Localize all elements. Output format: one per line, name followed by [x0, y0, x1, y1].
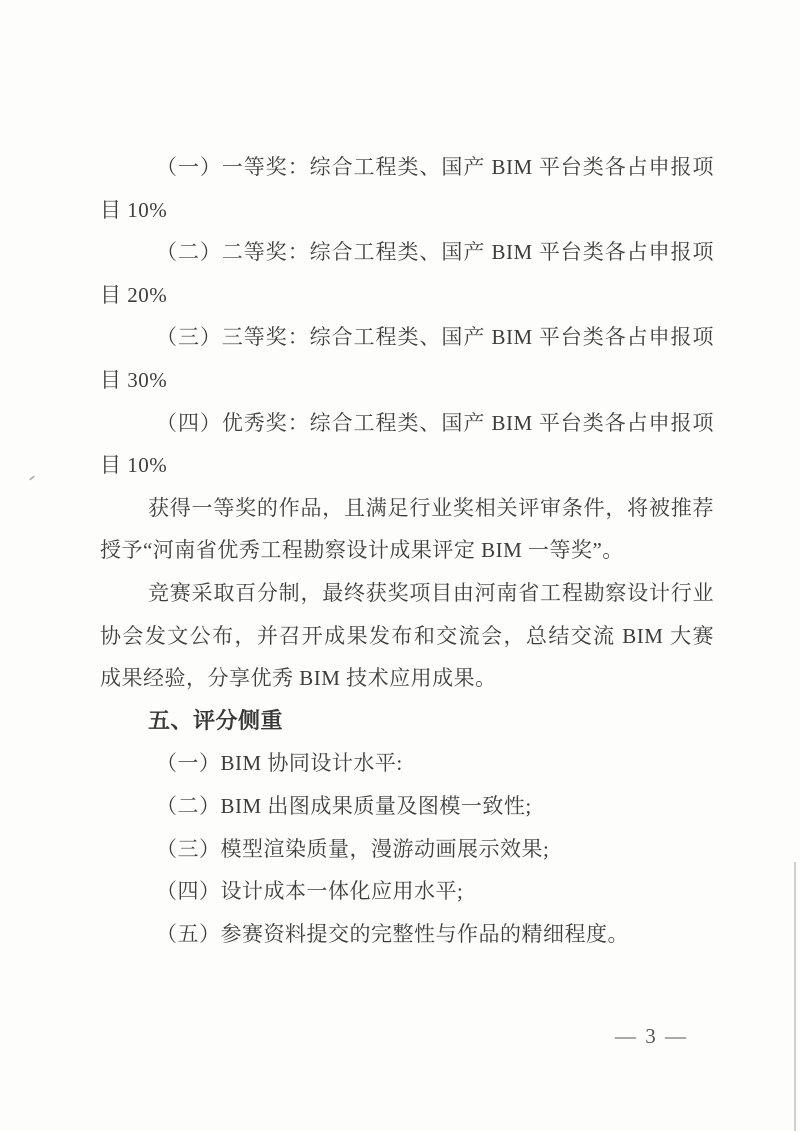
scoring-item-4: （四）设计成本一体化应用水平;	[156, 879, 464, 904]
paragraph-recommendation: 获得一等奖的作品，且满足行业奖相关评审条件，将被推荐	[148, 495, 714, 520]
award-item-continuation: 目 10%	[100, 453, 168, 478]
scan-speck-artifact	[29, 475, 35, 480]
scan-edge-artifact	[794, 862, 796, 1131]
scoring-item-5: （五）参赛资料提交的完整性与作品的精细程度。	[156, 921, 629, 946]
paragraph-scoring-system: 竞赛采取百分制，最终获奖项目由河南省工程勘察设计行业	[148, 580, 714, 605]
award-item-second-prize: （二）二等奖：综合工程类、国产 BIM 平台类各占申报项	[156, 240, 714, 265]
page-number: — 3 —	[615, 1024, 688, 1048]
section-heading-scoring-focus: 五、评分侧重	[148, 707, 284, 733]
scoring-item-2: （二）BIM 出图成果质量及图模一致性;	[156, 793, 532, 818]
award-item-third-prize: （三）三等奖：综合工程类、国产 BIM 平台类各占申报项	[156, 325, 714, 350]
paragraph-scoring-system: 成果经验，分享优秀 BIM 技术应用成果。	[100, 666, 497, 691]
document-body	[100, 146, 714, 955]
paragraph-scoring-system: 协会发文公布，并召开成果发布和交流会，总结交流 BIM 大赛	[100, 623, 714, 648]
award-item-excellence: （四）优秀奖：综合工程类、国产 BIM 平台类各占申报项	[156, 410, 714, 435]
paragraph-recommendation: 授予“河南省优秀工程勘察设计成果评定 BIM 一等奖”。	[100, 538, 624, 563]
award-item-continuation: 目 20%	[100, 282, 168, 307]
scoring-item-1: （一）BIM 协同设计水平:	[156, 751, 403, 776]
award-item-continuation: 目 30%	[100, 367, 168, 392]
award-item-first-prize: （一）一等奖：综合工程类、国产 BIM 平台类各占申报项	[156, 155, 714, 179]
award-item-continuation: 目 10%	[100, 197, 168, 222]
scoring-item-3: （三）模型渲染质量，漫游动画展示效果;	[156, 836, 550, 861]
